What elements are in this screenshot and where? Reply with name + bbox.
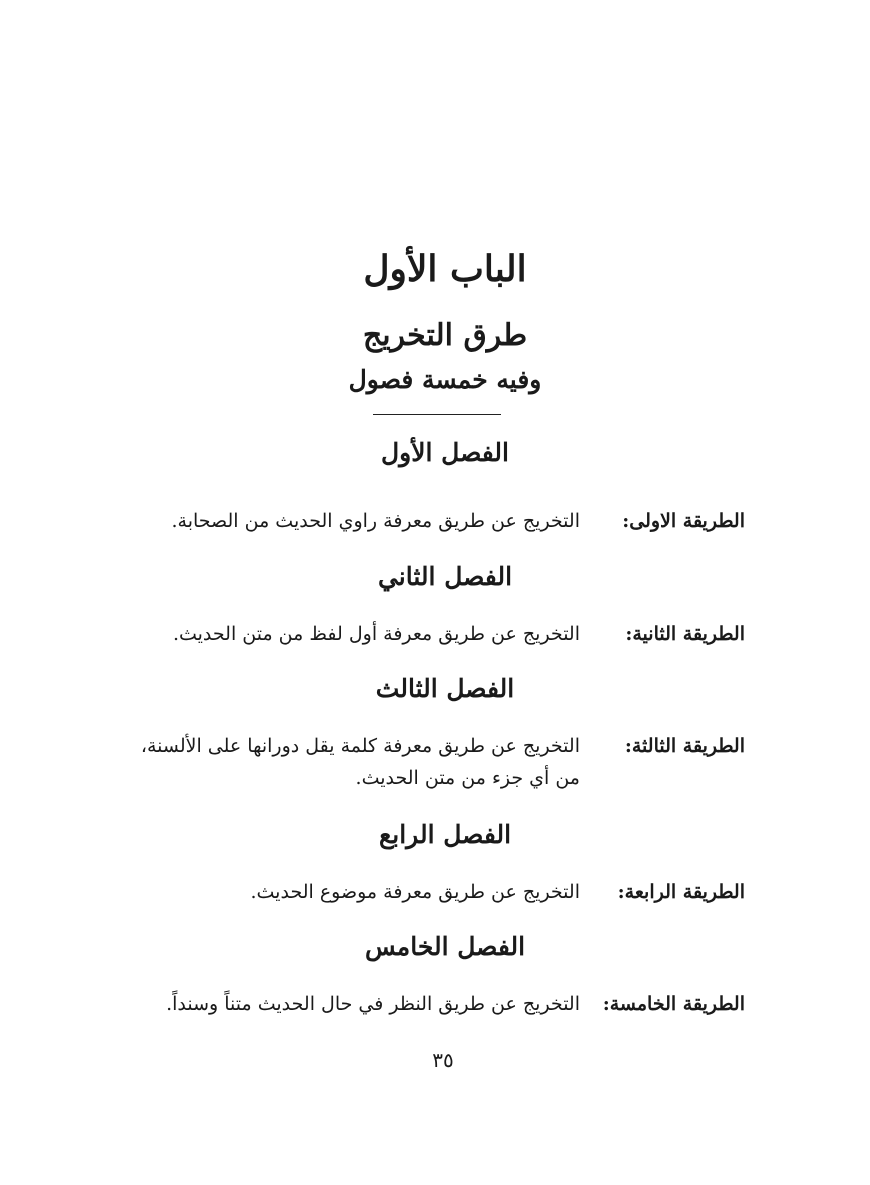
method-text: التخريج عن طريق معرفة أول لفظ من متن الحديث. — [172, 623, 580, 645]
method-label: الطريقة الخامسة: — [602, 993, 745, 1015]
title-divider — [373, 414, 501, 415]
method-text-line: التخريج عن طريق معرفة كلمة يقل دورانها على الألسنة، — [140, 735, 580, 757]
chapter-heading: الفصل الرابع — [378, 820, 512, 849]
method-label: الطريقة الرابعة: — [617, 881, 745, 903]
method-label: الطريقة الاولى: — [622, 510, 745, 532]
chapters-note: وفيه خمسة فصول — [348, 365, 542, 394]
chapter-heading: الفصل الأول — [381, 438, 509, 467]
method-label: الطريقة الثانية: — [625, 623, 745, 645]
method-text: التخريج عن طريق معرفة راوي الحديث من الصحابة. — [171, 510, 580, 532]
part-title: الباب الأول — [363, 248, 527, 290]
method-text: التخريج عن طريق معرفة موضوع الحديث. — [250, 881, 580, 903]
method-text-line: من أي جزء من متن الحديث. — [355, 767, 580, 789]
chapter-heading: الفصل الثالث — [375, 674, 515, 703]
chapter-heading: الفصل الخامس — [364, 932, 526, 961]
method-text — [141, 730, 580, 794]
part-subtitle: طرق التخريج — [362, 318, 528, 353]
method-text: التخريج عن طريق النظر في حال الحديث متناً وسنداً. — [166, 993, 580, 1015]
chapter-heading: الفصل الثاني — [377, 562, 513, 591]
page-number: ٣٥ — [432, 1048, 454, 1072]
method-label: الطريقة الثالثة: — [624, 735, 745, 757]
